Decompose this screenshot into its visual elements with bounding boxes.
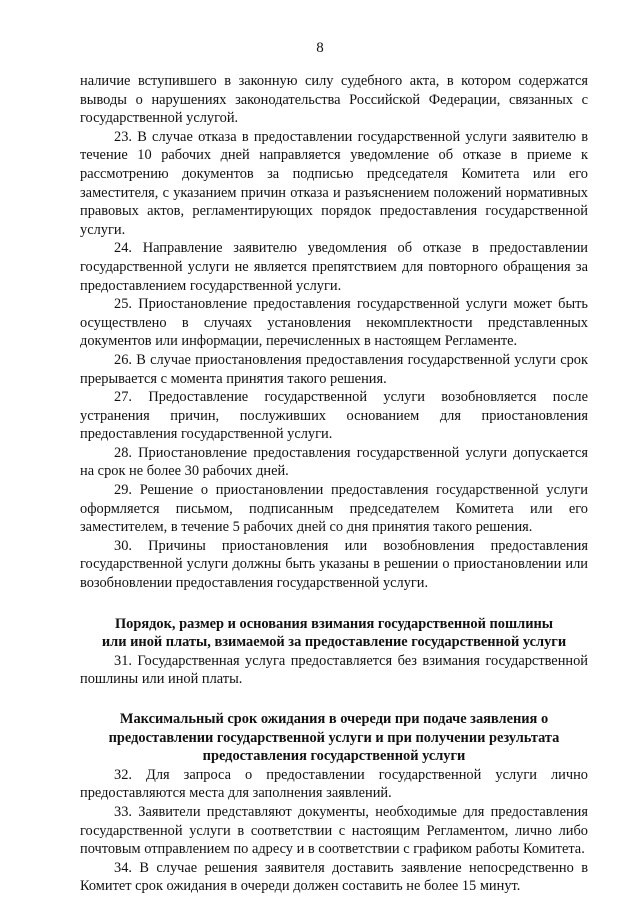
- section-fee-heading-line-1: Порядок, размер и основания взимания государственной пошлины: [114, 615, 554, 632]
- paragraph-29: 29. Решение о приостановлении предоставления государственной услуги оформляется письмом, подписанным председателем Комитета или его заместителем, в течение 5 рабочих дней со дня принятия такого решения.: [80, 482, 588, 536]
- paragraph-23: 23. В случае отказа в предоставлении государственной услуги заявителю в течение 10 рабочих дней направляется уведомление об отказе в приеме к рассмотрению документов за подписью председателя Комитета или его заместителя, с указанием причин отказа и разъяснением положений нормативных правовых актов, регламентирующих порядок предоставления государственной услуги.: [80, 128, 588, 238]
- paragraph-30: 30. Причины приостановления или возобновления предоставления государственной услуги должны быть указаны в решении о приостановлении или возобновлении предоставления государственной услуги.: [80, 537, 588, 592]
- section-spacer: [80, 689, 588, 710]
- section-queue-heading-line-3: предоставления государственной услуги: [202, 748, 466, 765]
- document-body: [80, 72, 588, 896]
- section-queue-heading-line-1: Максимальный срок ожидания в очереди при подаче заявления о: [119, 711, 549, 727]
- paragraph-34: 34. В случае решения заявителя доставить заявление непосредственно в Комитет срок ожидания в очереди должен составить не более 15 минут.: [80, 859, 588, 895]
- paragraph-31: 31. Государственная услуга предоставляется без взимания государственной пошлины или иной платы.: [80, 652, 588, 688]
- section-queue-heading-line-2: предоставлении государственной услуги и при получении результата: [108, 729, 560, 746]
- section-spacer: [80, 593, 588, 615]
- paragraph-32: 32. Для запроса о предоставлении государственной услуги лично предоставляются места для заполнения заявлений.: [80, 766, 588, 802]
- section-fee: [80, 615, 588, 689]
- paragraph-27: 27. Предоставление государственной услуги возобновляется после устранения причин, послуживших основанием для приостановления предоставления государственной услуги.: [80, 389, 588, 443]
- section-queue: [80, 710, 588, 896]
- paragraph-24: 24. Направление заявителю уведомления об отказе в предоставлении государственной услуги не является препятствием для повторного обращения за предоставлением государственной услуги.: [80, 240, 588, 294]
- paragraph-26: 26. В случае приостановления предоставления государственной услуги срок прерывается с момента принятия такого решения.: [80, 351, 588, 387]
- paragraph-25: 25. Приостановление предоставления государственной услуги может быть осуществлено в случаях установления некомплектности представленных документов или информации, перечисленных в настоящем Регламенте.: [80, 296, 588, 350]
- paragraph-33: 33. Заявители представляют документы, необходимые для предоставления государственной услуги в соответствии с настоящим Регламентом, лично либо почтовым отправлением по адресу и в соответствии с графиком работы Комитета.: [80, 803, 588, 858]
- paragraph-28: 28. Приостановление предоставления государственной услуги допускается на срок не более 30 рабочих дней.: [80, 444, 588, 480]
- page-number: 8: [316, 40, 324, 56]
- paragraph-continuation: наличие вступившего в законную силу судебного акта, в котором содержатся выводы о нарушениях законодательства Российской Федерации, связанных с государственной услугой.: [80, 73, 588, 127]
- section-fee-heading-line-2: или иной платы, взимаемой за предоставление государственной услуги: [101, 634, 567, 651]
